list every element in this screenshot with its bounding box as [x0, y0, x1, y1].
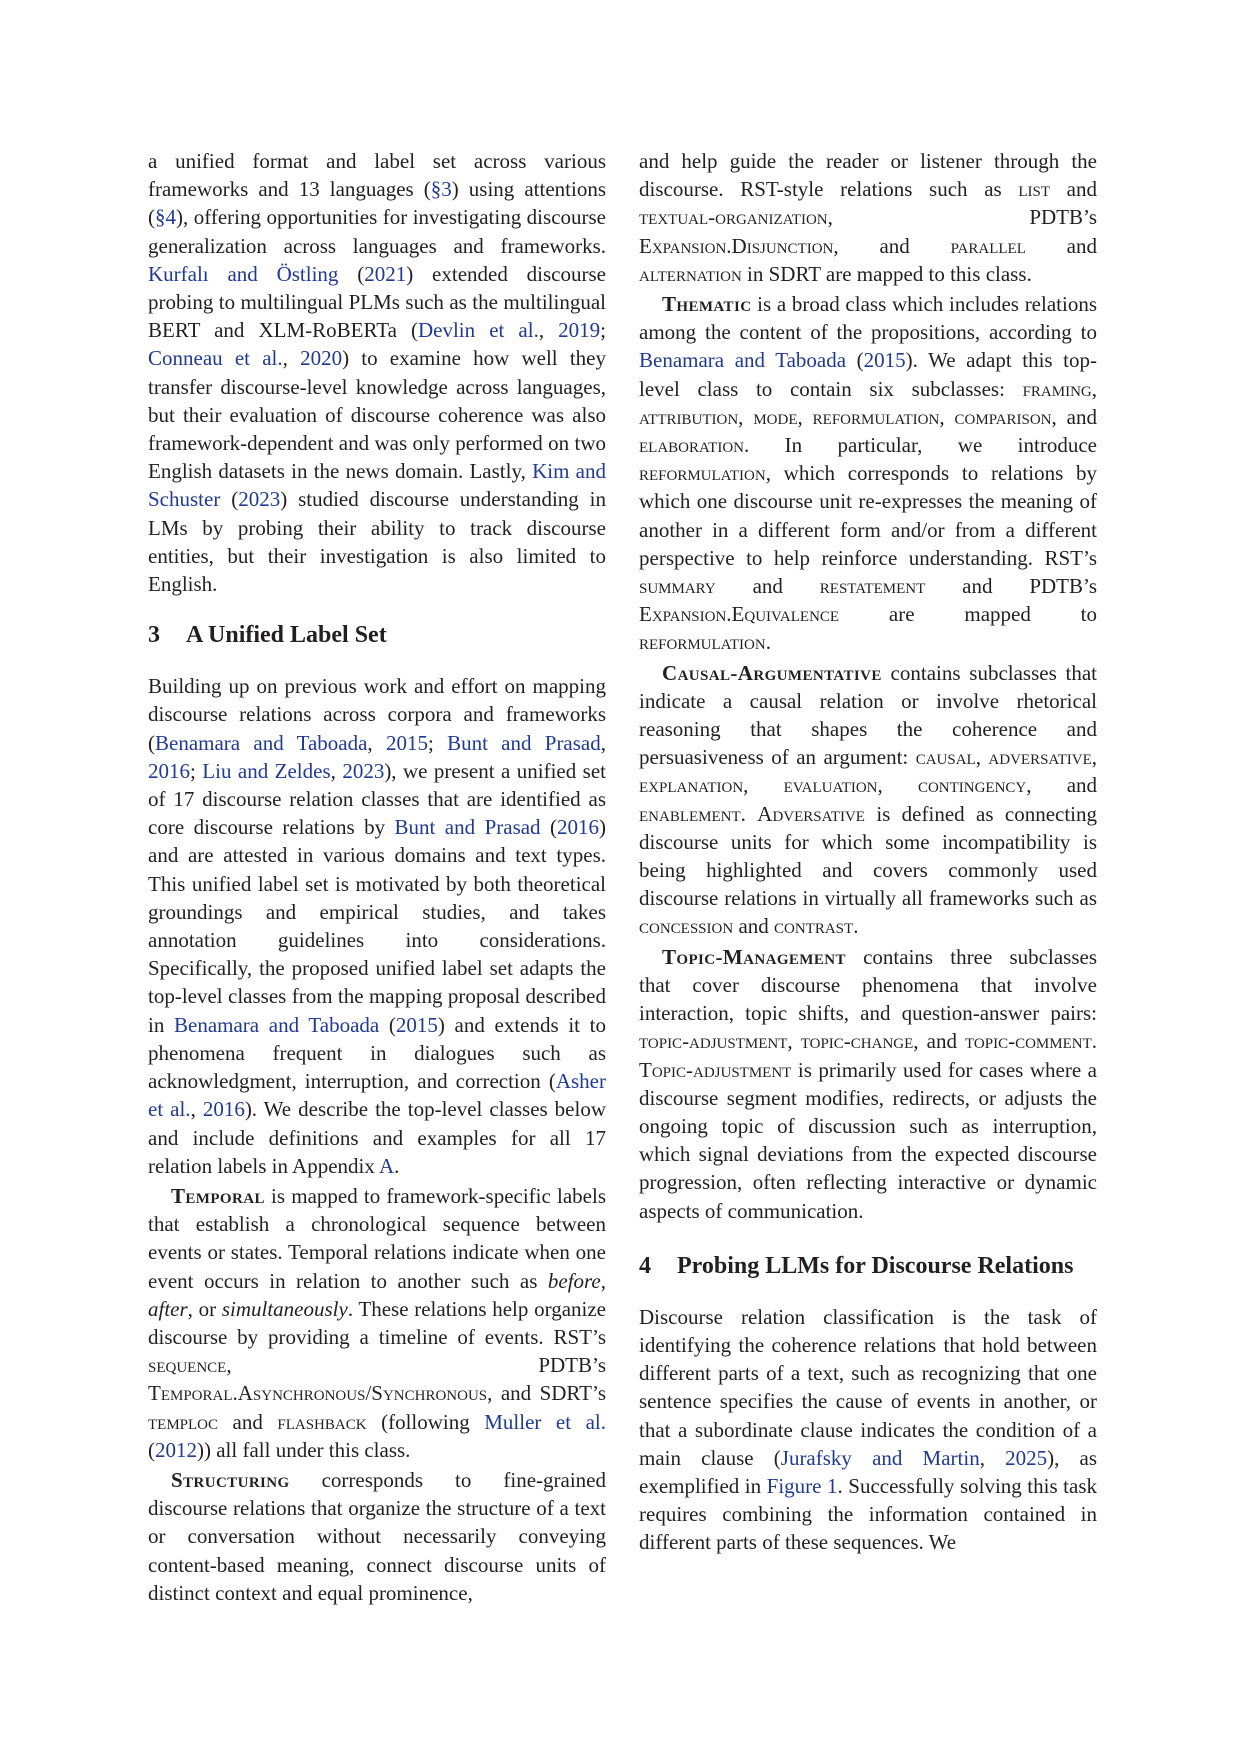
text-run: , — [787, 1029, 801, 1054]
topic-management-paragraph — [639, 943, 1097, 1225]
text-run: , and — [1051, 404, 1098, 429]
relation-label: reformulation — [639, 461, 766, 486]
text-run: , — [282, 346, 301, 371]
text-run: , — [367, 730, 386, 755]
relation-label: contingency — [917, 773, 1027, 798]
text-run: contains subclasses that indicate a causal relation or involve rhetorical reasoning that shapes the coherence and persuasiveness of an argument: — [639, 660, 1097, 770]
class-keyword: Temporal — [171, 1183, 265, 1208]
text-run: . — [740, 801, 758, 826]
text-run: , — [975, 745, 989, 770]
relation-label: temploc — [148, 1409, 219, 1434]
text-run: contains three subclasses that cover discourse phenomena that involve interaction, topic shifts, and question-answer pairs: — [639, 944, 1097, 1026]
citation-link[interactable]: Muller et al. — [484, 1409, 606, 1434]
text-run: . — [394, 1153, 400, 1178]
emphasis: after — [148, 1296, 188, 1321]
citation-year-link[interactable]: 2015 — [385, 730, 428, 755]
citation-link[interactable]: Benamara and Taboada — [639, 348, 847, 373]
citation-link[interactable]: Liu and Zeldes — [202, 758, 331, 783]
relation-label: alternation — [639, 261, 742, 286]
relation-label: evaluation — [783, 773, 878, 798]
text-run: and — [733, 914, 775, 939]
relation-label: contrast — [774, 914, 854, 939]
relation-label: restatement — [819, 574, 926, 599]
relation-label: summary — [639, 574, 716, 599]
relation-label: causal — [915, 745, 976, 770]
text-run: , — [1091, 376, 1097, 401]
text-run: ; — [427, 730, 448, 755]
text-run: . These relations help organize discourse by providing a timeline of events. RST’s — [148, 1296, 606, 1349]
text-run: ) studied discourse understanding in LMs by probing their ability to track discourse entities, but their investigation is also limited to English. — [148, 487, 606, 597]
text-run: ), we present a unified set of 17 discourse relation classes that are identified as core discourse relations by — [148, 758, 606, 840]
relation-label: Topic-adjustment — [639, 1057, 792, 1082]
text-run: ; — [190, 758, 203, 783]
citation-link[interactable]: Bunt and Prasad — [447, 730, 601, 755]
citation-year-link[interactable]: 2023 — [238, 487, 281, 512]
text-run: , which corresponds to relations by which one discourse unit re-expresses the meaning of another in a different form and/or from a different perspective to help reinforce understanding. RST’s — [639, 461, 1097, 570]
relation-label: attribution — [639, 404, 739, 429]
text-run: , — [600, 1268, 606, 1293]
relation-label: enablement — [639, 801, 741, 826]
text-run: ( — [379, 1012, 396, 1037]
text-run: and — [218, 1409, 278, 1434]
citation-year-link[interactable]: 2015 — [395, 1012, 438, 1037]
citation-year-link[interactable]: 2025 — [1005, 1445, 1048, 1470]
citation-year-link[interactable]: 2019 — [558, 318, 601, 343]
relation-label: reformulation — [812, 404, 940, 429]
text-run: , — [600, 730, 606, 755]
causal-argumentative-paragraph — [639, 659, 1097, 941]
text-run: , — [979, 1445, 1006, 1470]
citation-link[interactable]: Kim and Schuster — [148, 459, 606, 512]
text-run: , — [538, 318, 559, 343]
text-run: and — [715, 574, 820, 599]
text-run: is a broad class which includes relations among the content of the propositions, according to — [639, 292, 1097, 345]
relation-label: reformulation — [639, 630, 766, 655]
text-run: . — [1091, 1029, 1097, 1054]
section-heading-4 — [639, 1251, 1097, 1281]
text-run: and PDTB’s — [925, 574, 1097, 599]
relation-label: adversative — [988, 745, 1092, 770]
text-run: , and — [913, 1029, 966, 1054]
text-run: is mapped to framework-specific labels that establish a chronological sequence between events or states. Temporal relations indicate when one event occurs in relation to another such as — [148, 1183, 606, 1293]
section-title: A Unified Label Set — [186, 622, 387, 649]
text-run: . — [765, 630, 771, 655]
temporal-paragraph — [148, 1182, 606, 1464]
text-run: , and — [833, 233, 951, 258]
text-run: ( — [220, 487, 239, 512]
structuring-continued-paragraph — [639, 147, 1097, 288]
relation-label: mode — [753, 404, 798, 429]
text-run: , or — [187, 1296, 222, 1321]
text-run: ) to examine how well they transfer discourse-level knowledge across languages, but their evaluation of discourse coherence was also framework-dependent and was only performed on two English datasets in the news domain. Lastly, — [148, 346, 606, 484]
text-run: a unified format and label set across various frameworks and 13 languages ( — [148, 149, 606, 202]
relation-label: topic-comment — [965, 1029, 1092, 1054]
relation-label: comparison — [954, 404, 1052, 429]
citation-year-link[interactable]: 2021 — [364, 261, 407, 286]
citation-link[interactable]: Kurfalı and Östling — [148, 261, 339, 286]
citation-year-link[interactable]: 2016 — [202, 1097, 245, 1122]
relation-label: Adversative — [757, 801, 865, 826]
appendix-ref-link[interactable]: A — [378, 1153, 395, 1178]
text-run: ) and extends it to phenomena frequent in dialogues such as acknowledgment, interruption, and correction ( — [148, 1012, 606, 1094]
citation-year-link[interactable]: 2023 — [342, 758, 385, 783]
relation-label: sequence — [148, 1353, 227, 1378]
citation-year-link[interactable]: 2016 — [557, 815, 599, 840]
text-run: , and — [1026, 773, 1098, 798]
text-run: ). We describe the top-level classes below and include definitions and examples for all 17 relation labels in Appendix — [148, 1097, 607, 1178]
relation-label: textual-organization — [639, 205, 828, 230]
text-run: , — [738, 404, 754, 429]
text-run: ) and are attested in various domains and text types. This unified label set is motivated by both theoretical groundings and empirical studies, and takes annotation guidelines into considerations. Specifically, the proposed unified label set adapts the top-level classes from the mapping proposal described in — [148, 815, 606, 1037]
text-run: , — [797, 404, 813, 429]
citation-year-link[interactable]: 2015 — [863, 348, 906, 373]
text-run: and — [1050, 177, 1098, 202]
relation-label: Expansion.Equivalence — [639, 602, 840, 627]
text-run: (following — [366, 1409, 485, 1434]
citation-link[interactable]: Jurafsky and Martin — [780, 1445, 980, 1470]
text-run: ), as exemplified in — [639, 1445, 1097, 1498]
section3-paragraph — [148, 672, 606, 1180]
section4-paragraph — [639, 1303, 1097, 1557]
citation-year-link[interactable]: 2012 — [155, 1437, 197, 1462]
section-ref-link[interactable]: §3 — [430, 177, 452, 202]
text-run: ( — [846, 348, 864, 373]
section-number: 4 — [639, 1252, 651, 1279]
text-run: ; — [600, 318, 607, 343]
citation-year-link[interactable]: 2016 — [148, 758, 190, 783]
text-run: in SDRT are mapped to this class. — [741, 261, 1032, 286]
text-run: , — [743, 773, 784, 798]
class-keyword: Causal-Argumentative — [662, 660, 882, 685]
structuring-paragraph — [148, 1466, 606, 1607]
thematic-paragraph — [639, 290, 1097, 657]
text-run: is defined as connecting discourse units for which some incompatibility is being highlighted and covers commonly used discourse relations in virtually all frameworks such as — [639, 801, 1098, 911]
class-keyword: Topic-Management — [662, 944, 846, 969]
text-run: , PDTB’s — [226, 1353, 606, 1378]
relation-label: explanation — [639, 773, 744, 798]
text-run: ), offering opportunities for investigating discourse generalization across languages and frameworks. — [148, 205, 606, 258]
text-run: , and SDRT’s — [487, 1381, 606, 1406]
intro-paragraph — [148, 147, 606, 598]
text-run: . — [853, 914, 859, 939]
text-run: Discourse relation classification is the task of identifying the coherence relations that hold between different parts of a text, such as recognizing that one sentence specifies the cause of events in another, or that a subordinate clause indicates the condition of a main clause ( — [639, 1304, 1097, 1470]
text-run: , PDTB’s — [827, 205, 1097, 230]
section-heading-3 — [148, 620, 606, 650]
text-run: ). We adapt this top-level class to contain six subclasses: — [639, 348, 1098, 401]
relation-label: flashback — [277, 1409, 367, 1434]
text-run: , — [330, 758, 343, 783]
relation-label: elaboration — [639, 433, 744, 458]
class-keyword: Structuring — [171, 1467, 290, 1492]
relation-label: concession — [639, 914, 734, 939]
citation-link[interactable]: Devlin et al. — [417, 318, 539, 343]
relation-label: list — [1018, 177, 1051, 202]
citation-link[interactable]: Bunt and Prasad — [394, 815, 541, 840]
text-run: ) extended discourse probing to multilingual PLMs such as the multilingual BERT and XLM-RoBERTa ( — [148, 261, 606, 343]
emphasis: before — [547, 1268, 601, 1293]
text-run: are mapped to — [839, 602, 1097, 627]
text-run: . In particular, we introduce — [744, 433, 1097, 458]
citation-link[interactable]: Asher et al. — [148, 1069, 606, 1122]
section-title: Probing LLMs for Discourse Relations — [677, 1252, 1074, 1279]
left-column — [148, 147, 606, 1607]
relation-label: topic-adjustment — [639, 1029, 788, 1054]
text-run: Building up on previous work and effort on mapping discourse relations across corpora and frameworks ( — [148, 674, 606, 755]
relation-label: Temporal.Asynchronous/Synchronous — [148, 1381, 488, 1406]
emphasis: simultaneously — [221, 1296, 348, 1321]
citation-link[interactable]: Conneau et al. — [148, 346, 283, 371]
text-run: , — [877, 773, 918, 798]
text-run: ( — [148, 1437, 155, 1462]
text-run: and — [1025, 233, 1097, 258]
section-number: 3 — [148, 622, 160, 649]
text-run: , — [1091, 745, 1097, 770]
text-run: ( — [338, 261, 365, 286]
relation-label: Expansion.Disjunction — [639, 233, 834, 258]
text-run: corresponds to fine-grained discourse relations that organize the structure of a text or conversation without necessarily conveying content-based meaning, connect discourse units of distinct context and equal prominence, — [148, 1467, 606, 1605]
citation-link[interactable]: Benamara and Taboada — [174, 1012, 380, 1037]
text-run: ( — [540, 815, 557, 840]
text-run: ) using attentions ( — [148, 177, 607, 230]
relation-label: parallel — [950, 233, 1026, 258]
section-ref-link[interactable]: §4 — [155, 205, 176, 230]
figure-ref-link[interactable]: Figure 1 — [766, 1473, 838, 1498]
citation-link[interactable]: Benamara and Taboada — [155, 730, 368, 755]
text-run: is primarily used for cases where a discourse segment modifies, redirects, or adjusts the ongoing topic of discussion such as interruption, which signal deviations from the expected discourse progression, often reflecting interactive or dynamic aspects of communication. — [639, 1057, 1097, 1223]
text-run: , — [939, 404, 955, 429]
relation-label: framing — [1022, 376, 1092, 401]
text-run: )) all fall under this class. — [197, 1437, 411, 1462]
text-run: and help guide the reader or listener through the discourse. RST-style relations such as — [639, 149, 1097, 202]
citation-year-link[interactable]: 2020 — [300, 346, 343, 371]
class-keyword: Thematic — [662, 292, 752, 317]
relation-label: topic-change — [800, 1029, 914, 1054]
right-column — [639, 147, 1097, 1557]
text-run: , — [190, 1097, 203, 1122]
text-run: . Successfully solving this task requires combining the information contained in different parts of these sequences. We — [639, 1473, 1097, 1555]
